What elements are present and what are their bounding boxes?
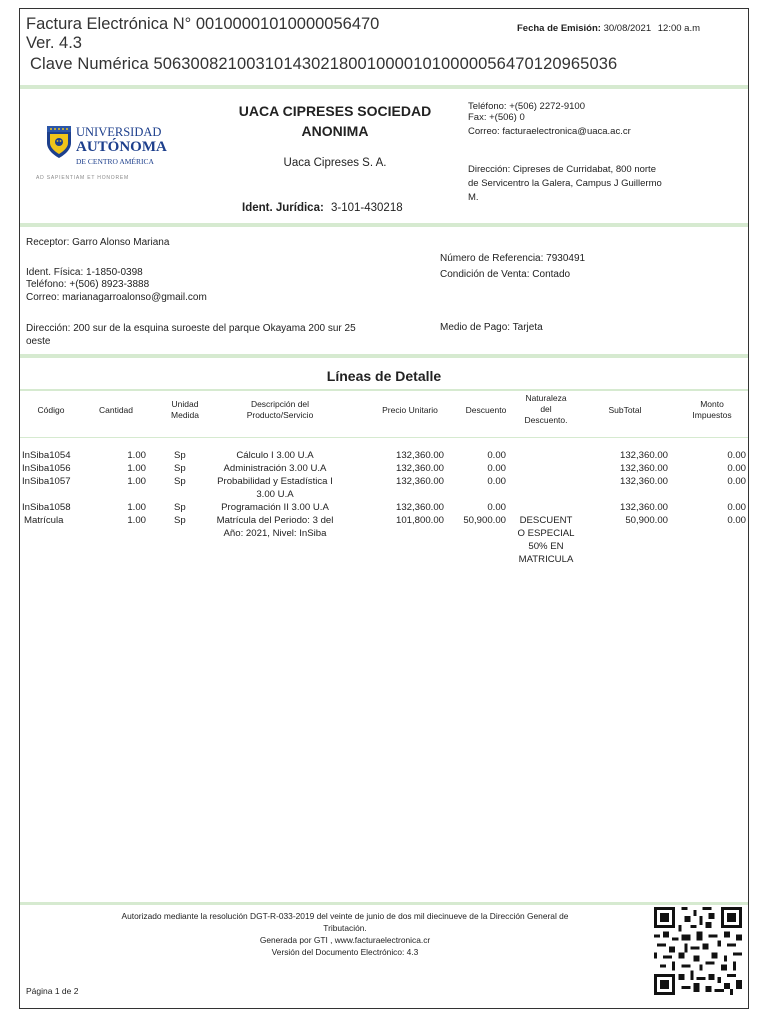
logo-line-3: DE CENTRO AMÉRICA [76, 157, 154, 166]
cell-unidad: Sp [174, 450, 186, 461]
receptor-telefono: Teléfono: +(506) 8923-3888 [26, 279, 150, 290]
emisor-ident [242, 202, 403, 214]
cell-codigo: Matrícula [24, 515, 64, 526]
emisor-name-line-2: ANONIMA [301, 123, 369, 139]
cell-descripcion-line-1: Administración 3.00 U.A [223, 463, 327, 474]
cell-unidad: Sp [174, 502, 186, 513]
receptor-nombre: Receptor: Garro Alonso Mariana [26, 237, 170, 248]
emisor-name [220, 101, 450, 141]
cell-cantidad: 1.00 [127, 476, 146, 487]
cell-codigo: InSiba1058 [22, 502, 71, 513]
divider [20, 437, 748, 438]
cell-naturaleza [506, 475, 586, 501]
cell-descripcion [190, 501, 360, 514]
cell-naturaleza-line: O ESPECIAL [517, 528, 575, 539]
qr-code-icon [654, 906, 742, 996]
cell-subtotal: 132,360.00 [619, 450, 668, 461]
invoice-title: Factura Electrónica N° 00100001010000056470 [26, 15, 380, 33]
col-header-unidad [160, 399, 210, 421]
fecha-emision-time: 12:00 a.m [657, 23, 701, 34]
emisor-correo: Correo: facturaelectronica@uaca.ac.cr [468, 126, 631, 137]
cell-descripcion-line-2: 3.00 U.A [256, 489, 294, 500]
cell-impuesto: 0.00 [727, 463, 746, 474]
detalle-title: Líneas de Detalle [326, 368, 442, 384]
logo-line-2: AUTÓNOMA [76, 139, 167, 155]
col-header-descripcion [215, 399, 345, 421]
footer-legal-line-2: Tributación. [323, 923, 367, 933]
clave-numerica: Clave Numérica 50630082100310143021800100001010000056470120965036 [30, 55, 618, 73]
col-header-descripcion-line-2: Producto/Servicio [246, 410, 314, 420]
cell-descuento: 0.00 [487, 502, 506, 513]
numero-referencia: Número de Referencia: 7930491 [440, 253, 586, 264]
fecha-emision [517, 23, 700, 34]
col-header-monto [680, 399, 744, 421]
cell-descripcion-line-2: Año: 2021, Nivel: InSiba [223, 528, 327, 539]
cell-subtotal: 132,360.00 [619, 476, 668, 487]
receptor-direccion-line-1: Dirección: 200 sur de la esquina suroeste del parque Okayama 200 sur 25 [26, 323, 356, 334]
table-row [20, 501, 748, 514]
cell-descuento: 0.00 [487, 476, 506, 487]
divider [20, 902, 748, 905]
col-header-naturaleza [516, 393, 576, 426]
divider [20, 223, 748, 227]
emisor-ident-value: 3-101-430218 [331, 202, 403, 214]
receptor-direccion-line-2: oeste [26, 336, 51, 347]
cell-descripcion-line-1: Cálculo I 3.00 U.A [236, 450, 314, 461]
col-header-precio: Precio Unitario [382, 405, 438, 415]
col-header-descuento: Descuento [465, 405, 507, 415]
receptor-correo: Correo: marianagarroalonso@gmail.com [26, 292, 207, 303]
col-header-unidad-line-2: Medida [171, 410, 199, 420]
cell-codigo: InSiba1054 [22, 450, 71, 461]
col-header-monto-line-1: Monto [700, 399, 724, 409]
cell-descripcion-line-1: Matrícula del Periodo: 3 del [216, 515, 334, 526]
col-header-descripcion-line-1: Descripción del [250, 399, 310, 409]
cell-precio: 132,360.00 [395, 450, 444, 461]
footer-generada: Generada por GTI , www.facturaelectronica.cr [259, 935, 431, 945]
cell-naturaleza [506, 462, 586, 475]
cell-unidad: Sp [174, 476, 186, 487]
cell-descripcion [190, 475, 360, 501]
medio-pago: Medio de Pago: Tarjeta [440, 322, 543, 333]
cell-descripcion [190, 462, 360, 475]
divider [20, 354, 748, 358]
emisor-fax: Fax: +(506) 0 [468, 112, 525, 123]
cell-naturaleza [506, 449, 586, 462]
table-row [20, 514, 748, 566]
cell-codigo: InSiba1056 [22, 463, 71, 474]
col-header-naturaleza-line-1: Naturaleza [525, 393, 567, 403]
cell-naturaleza [506, 514, 586, 566]
cell-naturaleza [506, 501, 586, 514]
cell-naturaleza-line: MATRICULA [518, 554, 574, 565]
cell-precio: 132,360.00 [395, 502, 444, 513]
cell-descripcion [190, 514, 360, 566]
emisor-direccion-line-2: de Servicentro la Galera, Campus J Guillermo [468, 178, 662, 189]
cell-descuento: 50,900.00 [463, 515, 506, 526]
emisor-commercial-name: Uaca Cipreses S. A. [283, 157, 387, 169]
cell-naturaleza-line: DESCUENT [519, 515, 573, 526]
emisor-direccion-line-3: M. [468, 192, 479, 203]
cell-codigo: InSiba1057 [22, 476, 71, 487]
cell-subtotal: 50,900.00 [625, 515, 668, 526]
invoice-page [19, 8, 749, 1009]
cell-cantidad: 1.00 [127, 515, 146, 526]
footer-version: Versión del Documento Electrónico: 4.3 [271, 947, 419, 957]
cell-subtotal: 132,360.00 [619, 502, 668, 513]
col-header-subtotal: SubTotal [608, 405, 642, 415]
cell-descuento: 0.00 [487, 463, 506, 474]
col-header-cantidad: Cantidad [98, 405, 134, 415]
table-row [20, 475, 748, 501]
fecha-emision-date: 30/08/2021 [603, 23, 652, 34]
emisor-direccion [468, 163, 662, 205]
table-row [20, 449, 748, 462]
col-header-naturaleza-line-2: del [540, 404, 552, 414]
cell-impuesto: 0.00 [727, 476, 746, 487]
cell-cantidad: 1.00 [127, 463, 146, 474]
cell-precio: 101,800.00 [395, 515, 444, 526]
detalle-table [20, 449, 748, 566]
cell-descripcion [190, 449, 360, 462]
cell-descuento: 0.00 [487, 450, 506, 461]
logo-motto: AD SAPIENTIAM ET HONOREM [36, 175, 130, 181]
col-header-naturaleza-line-3: Descuento. [524, 415, 568, 425]
cell-cantidad: 1.00 [127, 450, 146, 461]
col-header-codigo: Código [37, 405, 65, 415]
emisor-name-line-1: UACA CIPRESES SOCIEDAD [238, 103, 432, 119]
receptor-ident: Ident. Física: 1-1850-0398 [26, 267, 143, 278]
university-logo [34, 119, 174, 189]
footer-legal [60, 910, 630, 958]
divider [20, 389, 748, 391]
col-header-monto-line-2: Impuestos [692, 410, 732, 420]
invoice-version: Ver. 4.3 [26, 34, 82, 52]
cell-precio: 132,360.00 [395, 463, 444, 474]
footer-legal-line-1: Autorizado mediante la resolución DGT-R-033-2019 del veinte de junio de dos mil diecinueve de la Dirección General de [121, 911, 569, 921]
col-header-unidad-line-1: Unidad [171, 399, 199, 409]
shield-icon [46, 125, 72, 159]
divider [20, 85, 748, 89]
cell-impuesto: 0.00 [727, 502, 746, 513]
page-number: Página 1 de 2 [26, 986, 79, 996]
emisor-direccion-line-1: Dirección: Cipreses de Curridabat, 800 norte [468, 164, 656, 175]
cell-impuesto: 0.00 [727, 515, 746, 526]
cell-naturaleza-line: 50% EN [528, 541, 564, 552]
cell-cantidad: 1.00 [127, 502, 146, 513]
fecha-emision-label: Fecha de Emisión: [517, 23, 601, 34]
table-row [20, 462, 748, 475]
cell-subtotal: 132,360.00 [619, 463, 668, 474]
emisor-telefono: Teléfono: +(506) 2272-9100 [468, 101, 585, 112]
cell-descripcion-line-1: Programación II 3.00 U.A [221, 502, 329, 513]
cell-unidad: Sp [174, 463, 186, 474]
cell-precio: 132,360.00 [395, 476, 444, 487]
condicion-venta: Condición de Venta: Contado [440, 269, 571, 280]
cell-unidad: Sp [174, 515, 186, 526]
cell-descripcion-line-1: Probabilidad y Estadística I [217, 476, 333, 487]
cell-impuesto: 0.00 [727, 450, 746, 461]
logo-line-1: UNIVERSIDAD [76, 125, 162, 139]
emisor-contact [468, 101, 631, 137]
emisor-ident-label: Ident. Jurídica: [242, 202, 324, 214]
